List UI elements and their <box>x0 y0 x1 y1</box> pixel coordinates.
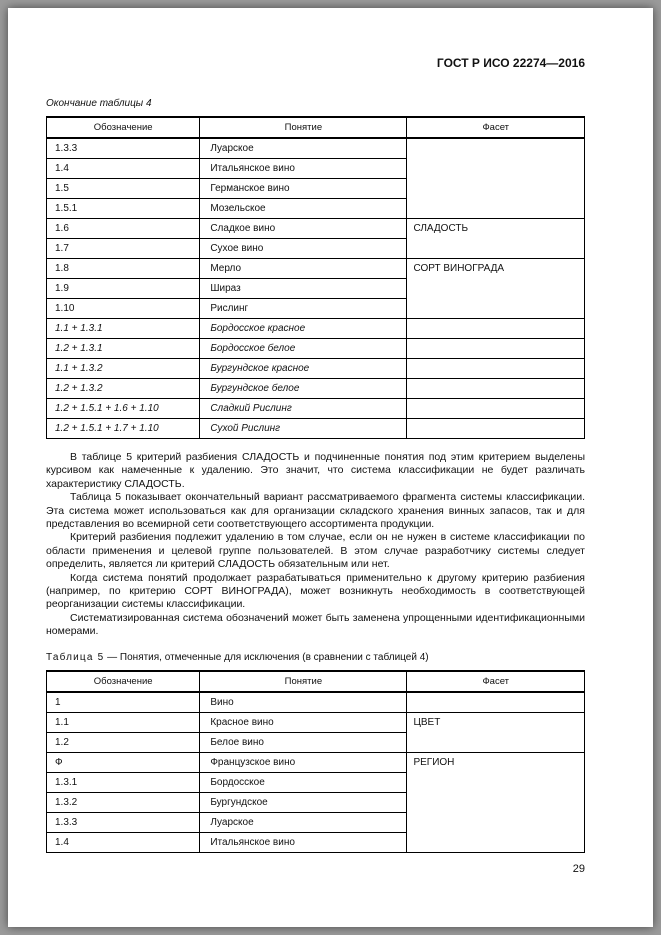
table-row <box>47 339 585 359</box>
code-cell: 1.3.3 <box>47 138 200 159</box>
column-header-concept: Понятие <box>200 117 407 138</box>
table-row <box>47 712 585 732</box>
code-cell: 1 <box>47 692 200 713</box>
concept-cell: Итальянское вино <box>200 832 407 852</box>
facet-cell <box>407 359 585 379</box>
code-cell: 1.10 <box>47 299 200 319</box>
table-row <box>47 419 585 439</box>
facet-cell <box>407 339 585 359</box>
concept-cell: Бургундское красное <box>200 359 407 379</box>
code-cell: 1.3.2 <box>47 792 200 812</box>
code-cell: 1.2 + 1.3.1 <box>47 339 200 359</box>
paragraph: Когда система понятий продолжает разрабатываться применительно к другому критерию разбиения (например, по критерию СОРТ ВИНОГРАДА), может возникнуть необходимость в соответствующей реорганизации системы классификации. <box>46 571 585 611</box>
concept-cell: Мозельское <box>200 199 407 219</box>
concept-cell: Итальянское вино <box>200 159 407 179</box>
concept-cell: Рислинг <box>200 299 407 319</box>
concept-cell: Сухой Рислинг <box>200 419 407 439</box>
code-cell: 1.3.3 <box>47 812 200 832</box>
table-row <box>47 399 585 419</box>
concept-cell: Сухое вино <box>200 239 407 259</box>
table5-caption <box>46 652 585 664</box>
code-cell: 1.2 + 1.3.2 <box>47 379 200 399</box>
code-cell: 1.9 <box>47 279 200 299</box>
facet-cell <box>407 692 585 713</box>
code-cell: 1.1 + 1.3.1 <box>47 319 200 339</box>
concept-cell: Вино <box>200 692 407 713</box>
code-cell: 1.6 <box>47 219 200 239</box>
facet-cell <box>407 379 585 399</box>
document-page <box>8 8 653 927</box>
facet-cell: ЦВЕТ <box>407 712 585 752</box>
column-header-facet: Фасет <box>407 117 585 138</box>
concept-cell: Бордосское белое <box>200 339 407 359</box>
concept-cell: Бордосское <box>200 772 407 792</box>
concept-cell: Мерло <box>200 259 407 279</box>
concept-cell: Бургундское белое <box>200 379 407 399</box>
code-cell: 1.1 + 1.3.2 <box>47 359 200 379</box>
code-cell: 1.4 <box>47 832 200 852</box>
facet-cell <box>407 138 585 219</box>
concept-cell: Французское вино <box>200 752 407 772</box>
facet-cell <box>407 399 585 419</box>
code-cell: 1.8 <box>47 259 200 279</box>
table-row <box>47 219 585 239</box>
table5-body <box>47 692 585 853</box>
facet-cell: РЕГИОН <box>407 752 585 852</box>
concept-cell: Сладкий Рислинг <box>200 399 407 419</box>
page-number: 29 <box>572 862 585 875</box>
table4-header <box>47 117 585 138</box>
concept-cell: Белое вино <box>200 732 407 752</box>
concept-cell: Луарское <box>200 138 407 159</box>
table-row <box>47 752 585 772</box>
paragraph: Критерий разбиения подлежит удалению в том случае, если он не нужен в системе классификации по области применения и целевой группе пользователей. В этом случае разработчику системы следует определить, является ли критерий СЛАДОСТЬ обязательным или нет. <box>46 531 585 571</box>
code-cell: 1.5.1 <box>47 199 200 219</box>
table-row <box>47 359 585 379</box>
table5-header <box>47 671 585 692</box>
column-header-concept: Понятие <box>200 671 407 692</box>
code-cell: 1.7 <box>47 239 200 259</box>
table5-caption-text: — Понятия, отмеченные для исключения (в сравнении с таблицей 4) <box>104 651 429 663</box>
table4-body <box>47 138 585 439</box>
paragraph: Таблица 5 показывает окончательный вариант рассматриваемого фрагмента системы классификации. Эта система может использоваться как для организации складского хранения винных запасов, так и для представления во всемирной сети соответствующего ассортимента продукции. <box>46 491 585 531</box>
table-row <box>47 138 585 159</box>
code-cell: 1.3.1 <box>47 772 200 792</box>
code-cell: 1.5 <box>47 179 200 199</box>
table5 <box>46 670 585 853</box>
concept-cell: Бордосское красное <box>200 319 407 339</box>
facet-cell: СОРТ ВИНОГРАДА <box>407 259 585 319</box>
concept-cell: Красное вино <box>200 712 407 732</box>
column-header-facet: Фасет <box>407 671 585 692</box>
concept-cell: Сладкое вино <box>200 219 407 239</box>
facet-cell: СЛАДОСТЬ <box>407 219 585 259</box>
table-row <box>47 319 585 339</box>
table-row <box>47 259 585 279</box>
paragraph: Систематизированная система обозначений может быть заменена упрощенными идентификационными номерами. <box>46 611 585 638</box>
column-header-code: Обозначение <box>47 671 200 692</box>
table4 <box>46 116 585 439</box>
concept-cell: Германское вино <box>200 179 407 199</box>
concept-cell: Шираз <box>200 279 407 299</box>
code-cell: 1.4 <box>47 159 200 179</box>
code-cell: 1.2 + 1.5.1 + 1.6 + 1.10 <box>47 399 200 419</box>
concept-cell: Бургундское <box>200 792 407 812</box>
document-header: ГОСТ Р ИСО 22274—2016 <box>436 56 585 70</box>
code-cell: Ф <box>47 752 200 772</box>
table4-caption: Окончание таблицы 4 <box>46 98 152 109</box>
paragraph: В таблице 5 критерий разбиения СЛАДОСТЬ и подчиненные понятия под этим критерием выделены курсивом как намеченные к удалению. Это значит, что система классификации не будет различать характеристику СЛАДОСТЬ. <box>46 451 585 490</box>
table-row <box>47 692 585 713</box>
code-cell: 1.1 <box>47 712 200 732</box>
table-row <box>47 379 585 399</box>
body-text <box>46 451 585 639</box>
code-cell: 1.2 <box>47 732 200 752</box>
facet-cell <box>407 319 585 339</box>
facet-cell <box>407 419 585 439</box>
code-cell: 1.2 + 1.5.1 + 1.7 + 1.10 <box>47 419 200 439</box>
header-row <box>47 117 585 138</box>
column-header-code: Обозначение <box>47 117 200 138</box>
concept-cell: Луарское <box>200 812 407 832</box>
header-row <box>47 671 585 692</box>
table5-caption-label: Таблица 5 <box>46 651 105 663</box>
